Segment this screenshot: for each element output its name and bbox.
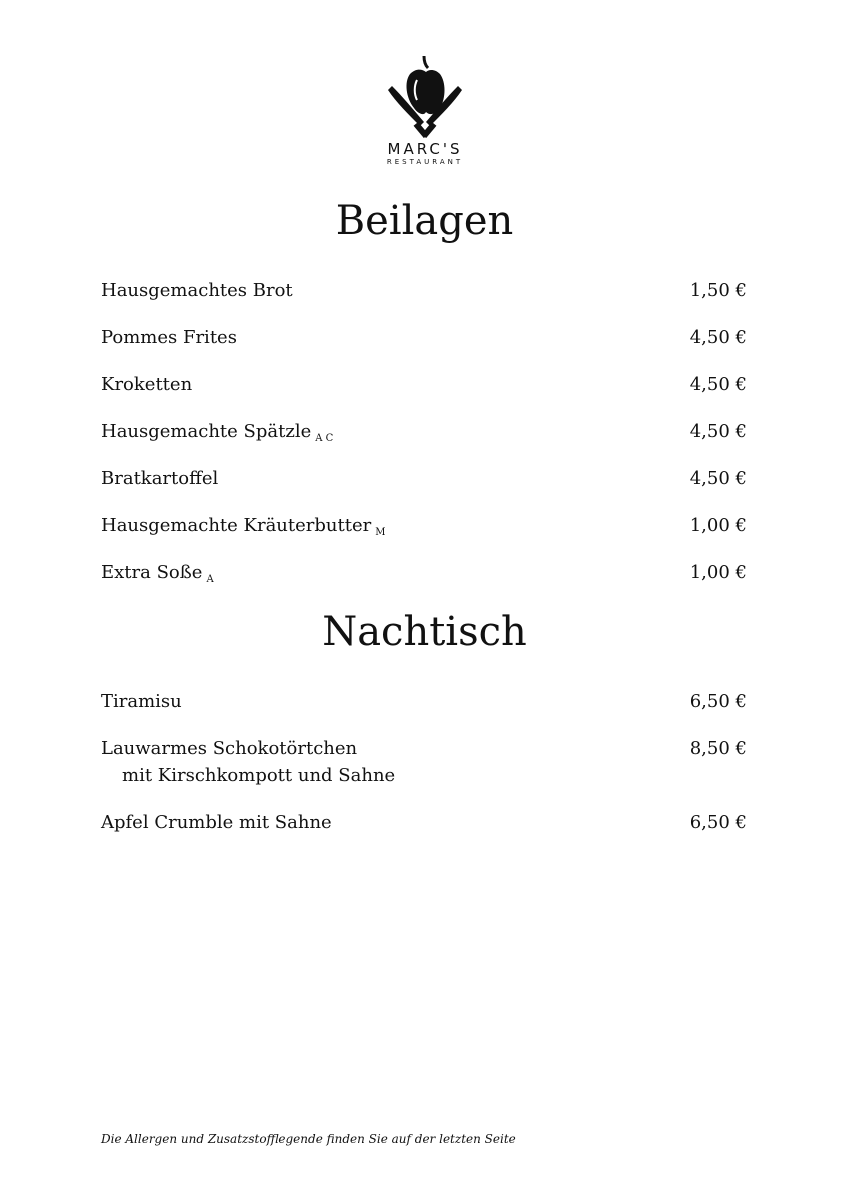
menu-item xyxy=(101,421,747,468)
menu-item xyxy=(101,812,747,859)
item-allergens: M xyxy=(375,527,386,538)
menu-item xyxy=(101,374,747,421)
item-name: Hausgemachtes Brot xyxy=(101,280,293,301)
item-price: 4,50 € xyxy=(689,468,747,489)
item-allergens: A xyxy=(206,574,214,585)
menu-list-nachtisch xyxy=(101,691,747,859)
item-price: 6,50 € xyxy=(689,812,747,833)
item-name: Kroketten xyxy=(101,374,193,395)
menu-item xyxy=(101,280,747,327)
item-name: Lauwarmes Schokotörtchen xyxy=(101,738,358,759)
item-allergens: A C xyxy=(315,433,334,444)
item-price: 4,50 € xyxy=(689,374,747,395)
item-name: Bratkartoffel xyxy=(101,468,219,489)
item-price: 6,50 € xyxy=(689,691,747,712)
menu-item xyxy=(101,327,747,374)
menu-item xyxy=(101,515,747,562)
section-title-nachtisch: Nachtisch xyxy=(322,609,527,655)
item-price: 1,00 € xyxy=(689,562,747,583)
item-name: Hausgemachte Kräuterbutter $_M$ xyxy=(101,515,386,538)
item-price: 8,50 € xyxy=(689,738,747,759)
item-name: Pommes Frites xyxy=(101,327,237,348)
menu-item xyxy=(101,562,747,609)
item-price: 1,00 € xyxy=(689,515,747,536)
item-name: Hausgemachte Spätzle $_{A C}$ xyxy=(101,421,334,444)
item-price: 1,50 € xyxy=(689,280,747,301)
item-name: Extra Soße $_A$ xyxy=(101,562,214,585)
menu-list-beilagen xyxy=(101,280,747,609)
section-title-beilagen: Beilagen xyxy=(335,198,514,244)
item-description: mit Kirschkompott und Sahne xyxy=(122,765,396,786)
pepper-crossed-knives-icon xyxy=(380,52,470,138)
item-name: Apfel Crumble mit Sahne xyxy=(101,812,332,833)
allergen-footnote: Die Allergen und Zusatzstofflegende finden Sie auf der letzten Seite xyxy=(101,1132,516,1146)
restaurant-logo xyxy=(370,52,480,182)
menu-item xyxy=(101,468,747,515)
logo-subtitle: RESTAURANT xyxy=(386,158,464,166)
menu-item xyxy=(101,691,747,738)
menu-item xyxy=(101,738,747,812)
item-price: 4,50 € xyxy=(689,327,747,348)
item-price: 4,50 € xyxy=(689,421,747,442)
logo-name: MARC'S xyxy=(387,140,463,158)
item-name: Tiramisu xyxy=(101,691,182,712)
